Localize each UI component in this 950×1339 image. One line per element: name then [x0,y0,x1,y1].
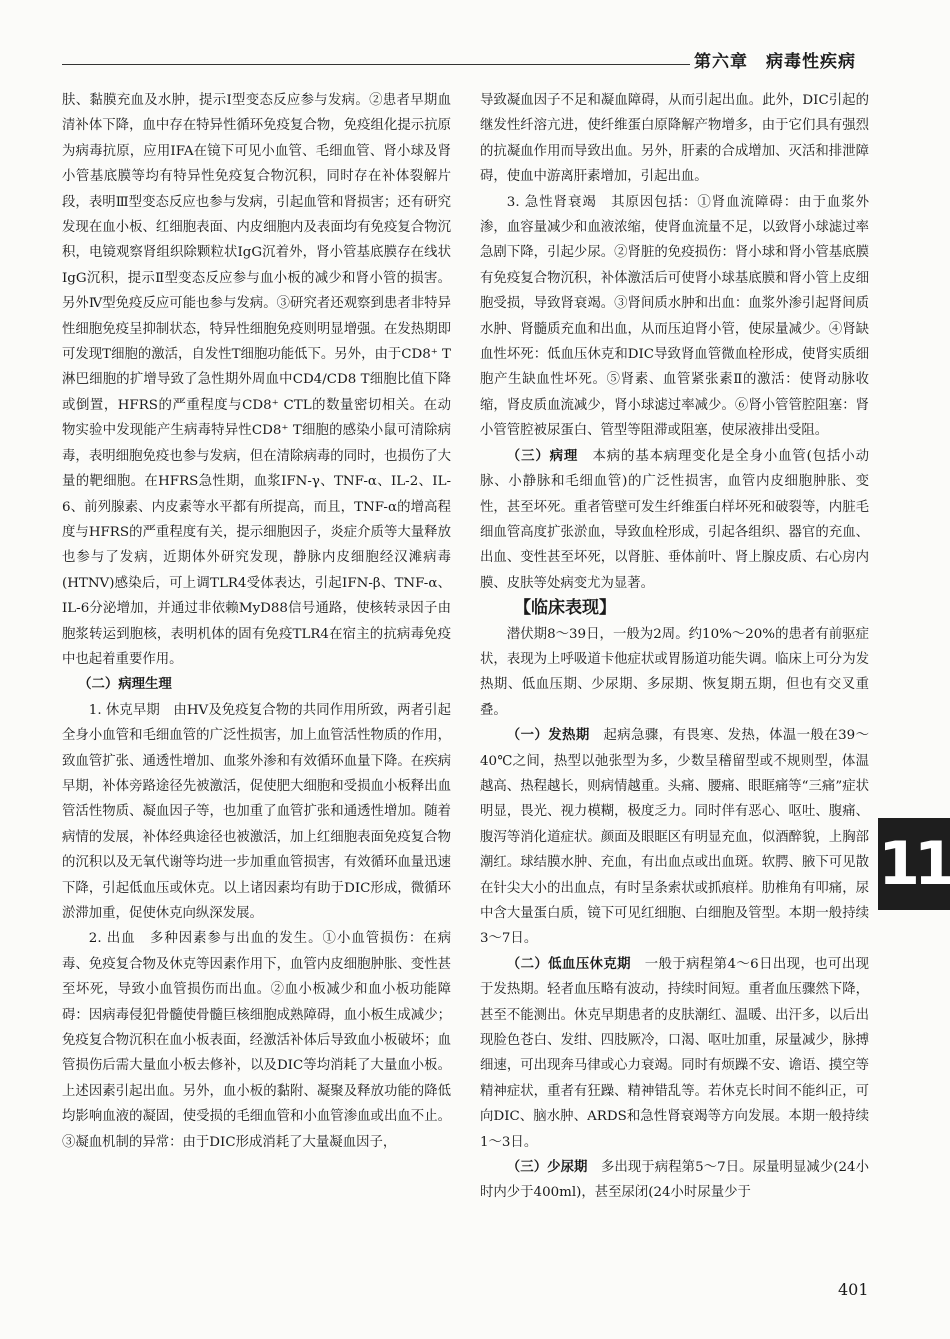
paragraph [480,723,869,952]
paragraph [480,1155,869,1206]
subheading: 2. 出血 [88,931,136,947]
subheading: （三）病理 [506,448,579,464]
subheading: （三）少尿期 [506,1160,588,1176]
right-column [480,88,869,1206]
paragraph-text: 起病急骤，有畏寒、发热，体温一般在39～40℃之间，热型以弛张型为多，少数呈稽留型或不规则型，体温越高、热程越长，则病情越重。头痛、腰痛、眼眶痛等“三痛”症状明显，畏光、视力模糊，极度乏力。同时伴有恶心、呕吐、腹痛、腹泻等消化道症状。颜面及眼眶区有明显充血，似酒醉貌，上胸部潮红。球结膜水肿、充血，有出血点或出血斑。软腭、腋下可见散在针尖大小的出血点，有时呈条索状或抓痕样。肋椎角有叩痛，尿中含大量蛋白质，镜下可见红细胞、白细胞及管型。本期一般持续3～7日。 [480,728,870,947]
left-column [62,88,451,1155]
section-title: 【临床表现】 [514,598,616,619]
subheading: 1. 休克早期 [88,702,160,718]
chapter-tab: 11 [878,818,950,910]
paragraph-text: 本病的基本病理变化是全身小血管(包括小动脉、小静脉和毛细血管)的广泛性损害，血管内皮细胞肿胀、变性，甚至坏死。重者管壁可发生纤维蛋白样坏死和破裂等，内脏毛细血管高度扩张淤血，导致血栓形成，引起各组织、器官的充血、出血、变性甚至坏死，以肾脏、垂体前叶、肾上腺皮质、右心房内膜、皮肤等处病变尤为显著。 [480,448,870,591]
subheading: （二）低血压休克期 [506,956,631,972]
header-rule [62,64,690,65]
paragraph-text: 其原因包括：①肾血流障碍：由于血浆外渗，血容量减少和血液浓缩，使肾血流量不足，以致肾小球滤过率急剧下降，引起少尿。②肾脏的免疫损伤：肾小球和肾小管基底膜有免疫复合物沉积，补体激活后可使肾小球基底膜和肾小管上皮细胞受损，导致肾衰竭。③肾间质水肿和出血：血浆外渗引起肾间质水肿、肾髓质充血和出血，从而压迫肾小管，使尿量减少。④肾缺血性坏死：低血压休克和DIC导致肾血管微血栓形成，使肾实质细胞产生缺血性坏死。⑤肾素、血管紧张素Ⅱ的激活：使肾动脉收缩，肾皮质血流减少，肾小球滤过率减少。⑥肾小管管腔阻塞：肾小管管腔被尿蛋白、管型等阻滞或阻塞，使尿液排出受阻。 [480,194,869,439]
paragraph-text: 由HV及免疫复合物的共同作用所致，两者引起全身小血管和毛细血管的广泛性损害，加上血管活性物质的作用，致血管扩张、通透性增加、血浆外渗和有效循环血量下降。在疾病早期，补体旁路途径先被激活，促使肥大细胞和受损血小板释出血管活性物质、凝血因子等，也加重了血管扩张和通透性增加。随着病情的发展，补体经典途径也被激活，加上红细胞表面免疫复合物的沉积以及无氧代谢等均进一步加重血管损害，有效循环血量迅速下降，引起低血压或休克。以上诸因素均有助于DIC形成，微循环淤滞加重，促使休克向纵深发展。 [62,702,451,921]
paragraph-text: 多种因素参与出血的发生。①小血管损伤：在病毒、免疫复合物及休克等因素作用下，血管内皮细胞肿胀、变性甚至坏死，导致小血管损伤而出血。②血小板减少和血小板功能障碍：因病毒侵犯骨髓使骨髓巨核细胞成熟障碍，血小板生成减少；免疫复合物沉积在血小板表面，经激活补体后导致血小板破坏；血管损伤后需大量血小板去修补，以及DIC等均消耗了大量血小板。上述因素引起出血。另外，血小板的黏附、凝聚及释放功能的降低均影响血液的凝固，使受损的毛细血管和小血管渗血或出血不止。③凝血机制的异常：由于DIC形成消耗了大量凝血因子， [62,931,452,1150]
paragraph [480,190,869,444]
page-number: 401 [838,1280,869,1299]
paragraph [62,698,451,927]
paragraph [480,952,869,1155]
paragraph [62,926,451,1155]
running-header: 第六章 病毒性疾病 [694,52,856,72]
subheading: 3. 急性肾衰竭 [506,194,597,210]
subheading: （一）发热期 [506,728,590,744]
paragraph: 导致凝血因子不足和凝血障碍，从而引起出血。此外，DIC引起的继发性纤溶亢进，使纤维蛋白原降解产物增多，由于它们具有强烈的抗凝血作用而导致出血。另外，肝素的合成增加、灭活和排泄障碍，使血中游离肝素增加，引起出血。 [480,93,869,185]
paragraph-text: 多出现于病程第5～7日。尿量明显减少(24小时内少于400ml)，甚至尿闭(24小时尿量少于 [480,1160,870,1201]
paragraph: 肤、黏膜充血及水肿，提示Ⅰ型变态反应参与发病。②患者早期血清补体下降，血中存在特异性循环免疫复合物，免疫组化提示抗原为病毒抗原，应用IFA在镜下可见小血管、毛细血管、肾小球及肾小管基底膜等均有特异性免疫复合物沉积，同时存在补体裂解片段，表明Ⅲ型变态反应也参与发病，引起血管和肾损害；还有研究发现在血小板、红细胞表面、内皮细胞内及表面均有免疫复合物沉积，电镜观察肾组织除颗粒状IgG沉着外，肾小管基底膜存在线状IgG沉积，提示Ⅱ型变态反应参与血小板的减少和肾小管的损害。另外Ⅳ型免疫反应可能也参与发病。③研究者还观察到患者非特异性细胞免疫呈抑制状态，特异性细胞免疫则明显增强。在发热期即可发现T细胞的激活，自发性T细胞功能低下。另外，由于CD8⁺ T淋巴细胞的扩增导致了急性期外周血中CD4/CD8 T细胞比值下降或倒置，HFRS的严重程度与CD8⁺ CTL的数量密切相关。在动物实验中发现能产生病毒特异性CD8⁺ T细胞的感染小鼠可清除病毒，表明细胞免疫也参与发病，但在清除病毒的同时，也损伤了大量的靶细胞。在HFRS急性期，血浆IFN-γ、TNF-α、IL-2、IL-6、前列腺素、内皮素等水平都有所提高，而且，TNF-α的增高程度与HFRS的严重程度有关，提示细胞因子，炎症介质等大量释放也参与了发病，近期体外研究发现，静脉内皮细胞经汉滩病毒(HTNV)感染后，可上调TLR4受体表达，引起IFN-β、TNF-α、IL-6分泌增加，并通过非依赖MyD88信号通路，使核转录因子由胞浆转运到胞核，表明机体的固有免疫TLR4在宿主的抗病毒免疫中也起着重要作用。 [62,93,451,667]
section-heading: （二）病理生理 [78,677,172,693]
paragraph-text: 一般于病程第4～6日出现，也可出现于发热期。轻者血压略有波动，持续时间短。重者血压骤然下降，甚至不能测出。休克早期患者的皮肤潮红、温暖、出汗多，以后出现脸色苍白、发绀、四肢厥冷，口渴、呕吐加重，尿量减少，脉搏细速，可出现奔马律或心力衰竭。同时有烦躁不安、谵语、摸空等精神症状，重者有狂躁、精神错乱等。若休克长时间不能纠正，可向DIC、脑水肿、ARDS和急性肾衰竭等方向发展。本期一般持续1～3日。 [480,956,870,1150]
paragraph [480,444,869,596]
paragraph: 潜伏期8～39日，一般为2周。约10%～20%的患者有前驱症状，表现为上呼吸道卡他症状或胃肠道功能失调。临床上可分为发热期、低血压期、少尿期、多尿期、恢复期五期，但也有交叉重叠。 [480,626,869,718]
